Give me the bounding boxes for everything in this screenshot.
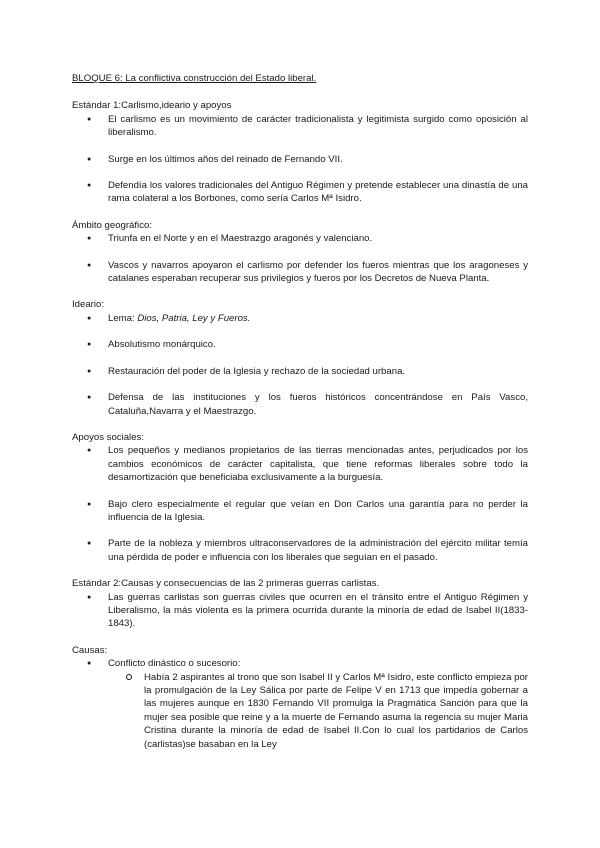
list-item: ● Surge en los últimos años del reinado de Fernando VII. — [72, 153, 528, 166]
section-heading-estandar-2: Estándar 2:Causas y consecuencias de las 2 primeras guerras carlistas. — [72, 578, 380, 590]
section-heading-apoyos: Apoyos sociales: — [72, 431, 144, 443]
estandar-2-list — [72, 591, 528, 631]
section-heading-causas: Causas: — [72, 644, 108, 656]
apoyos-list — [72, 444, 528, 564]
list-item-lema — [72, 312, 528, 325]
estandar-1-list — [72, 113, 528, 206]
section-heading-estandar-1: Estándar 1:Carlismo,ideario y apoyos — [72, 100, 232, 112]
sub-list-item: Había 2 aspirantes al trono que son Isabel II y Carlos Mª Isidro, este conflicto empieza por la promulgación de la Ley Sálica por parte de Felipe V en 1713 que impedía gobernar a las mujeres aunque en 1830 Fernando VII promulga la Pragmática Sanción para que la mujer sea posible que reine y a la muerte de Fernando asuma la regencia su mujer Maria Cristina durante la minoría de edad de Isabel II.Con lo cual los partidarios de Carlos (carlistas)se basaban en la Ley — [108, 671, 528, 751]
lema-label: Lema: — [108, 312, 138, 324]
causas-list — [72, 657, 528, 751]
list-item: ● El carlismo es un movimiento de carácter tradicionalista y legitimista surgido como oposición al liberalismo. — [72, 113, 528, 140]
section-heading-ideario: Ideario: — [72, 299, 104, 311]
list-item: ● Parte de la nobleza y miembros ultraconservadores de la administración del ejército militar temía una pérdida de poder e influencia con los liberales que seguían en el pasado. — [72, 537, 528, 564]
lema-text: Dios, Patria, Ley y Fueros. — [137, 312, 251, 324]
list-item: ● Restauración del poder de la Iglesia y rechazo de la sociedad urbana. — [72, 365, 528, 378]
list-item: ● Bajo clero especialmente el regular que veían en Don Carlos una garantía para no perder la influencia de la Iglesia. — [72, 498, 528, 525]
section-heading-ambito: Ámbito geográfico: — [72, 219, 152, 231]
ideario-list — [72, 312, 528, 418]
list-item — [72, 657, 528, 751]
list-item: ● Vascos y navarros apoyaron el carlismo por defender los fueros mientras que los aragoneses y catalanes esperaban recuperar sus privilegios y fueros por los Decretos de Nueva Planta. — [72, 259, 528, 286]
list-item: ● Defendía los valores tradicionales del Antiguo Régimen y pretende establecer una dinastía de una rama colateral a los Borbones, como sería Carlos Mª Isidro. — [72, 179, 528, 206]
document-body — [72, 72, 528, 751]
causa-conflicto-dinastico: Conflicto dinástico o sucesorio: — [108, 658, 241, 670]
list-item: ● Defensa de las instituciones y los fueros históricos concentrándose en País Vasco, Cataluña,Navarra y el Maestrazgo. — [72, 391, 528, 418]
list-item: ● Los pequeños y medianos propietarios de las tierras mencionadas antes, perjudicados por los cambios económicos de carácter capitalista, que tiene reformas liberales sobre todo la desamortización que beneficiaba exclusivamente a la burguesía. — [72, 444, 528, 484]
causas-sublist — [108, 671, 528, 751]
list-item: ● Triunfa en el Norte y en el Maestrazgo aragonés y valenciano. — [72, 232, 528, 245]
ambito-list — [72, 232, 528, 285]
list-item: ● Las guerras carlistas son guerras civiles que ocurren en el tránsito entre el Antiguo Régimen y Liberalismo, la más violenta es la primera ocurrida durante la minoría de edad de Isabel II(1833-1843). — [72, 591, 528, 631]
list-item: ● Absolutismo monárquico. — [72, 338, 528, 351]
document-title: BLOQUE 6: La conflictiva construcción del Estado liberal. — [72, 73, 317, 84]
